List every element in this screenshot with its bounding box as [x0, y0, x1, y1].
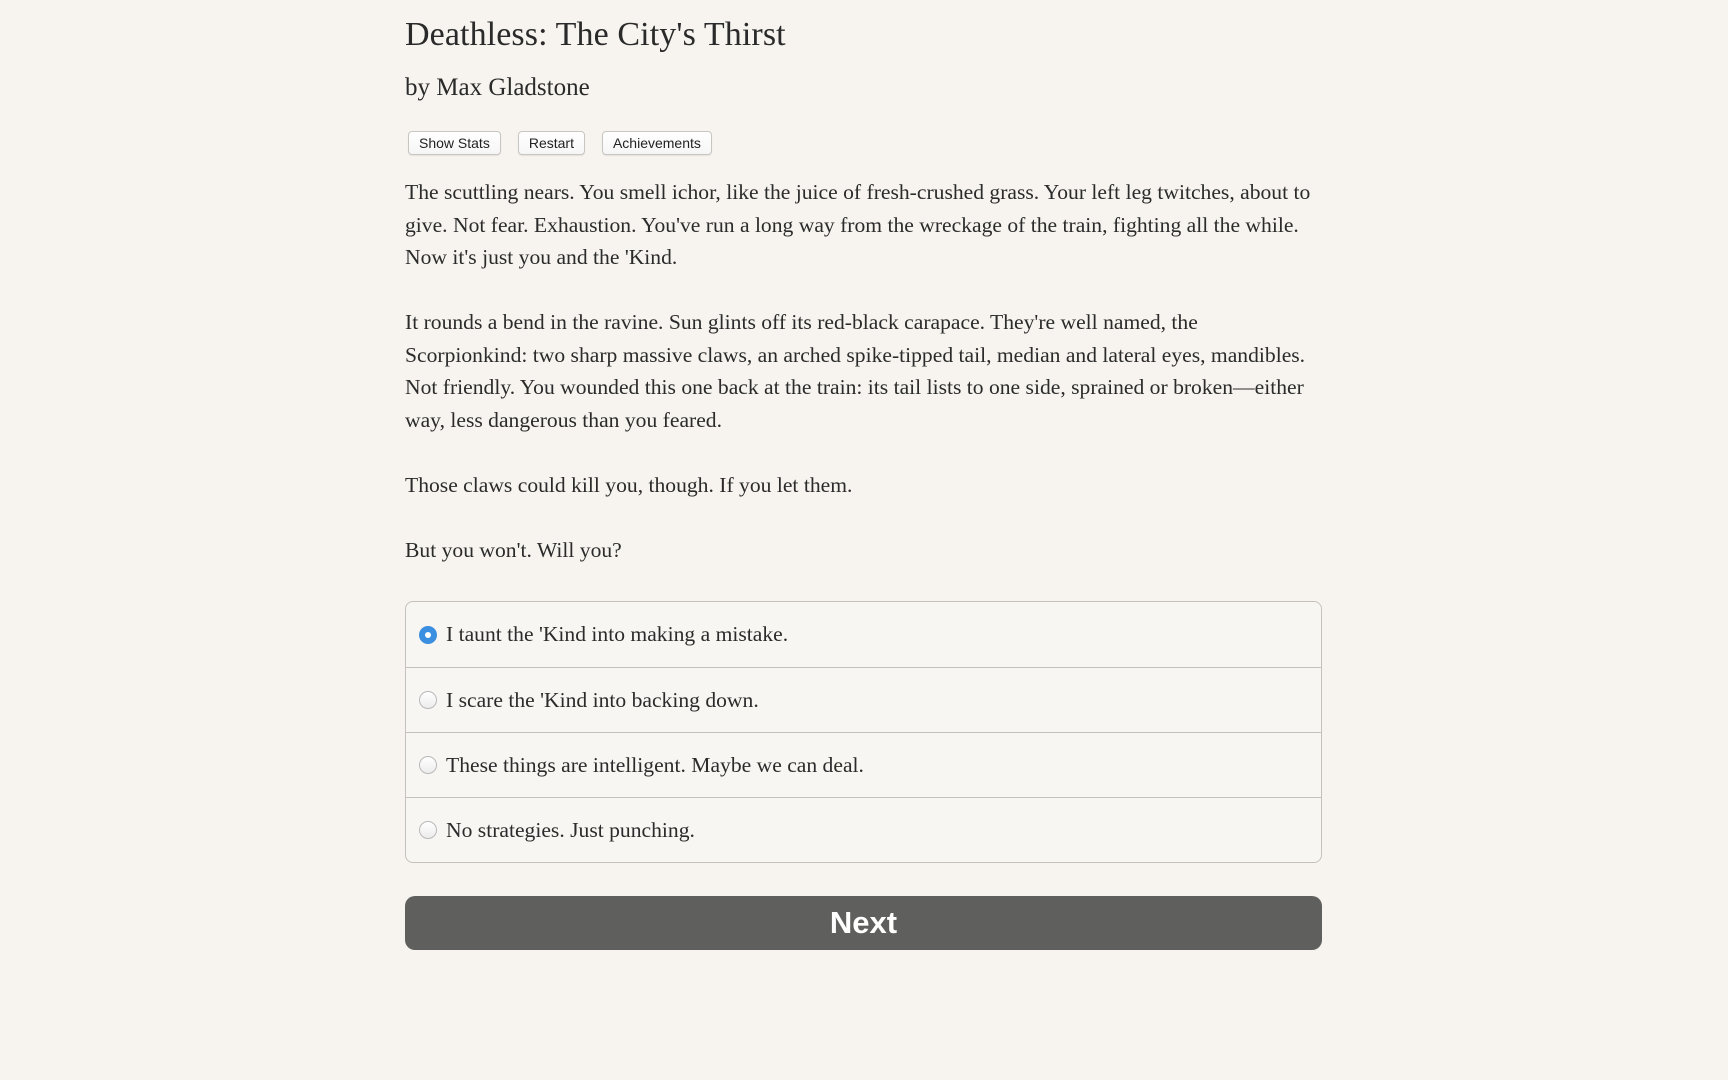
story-paragraph: It rounds a bend in the ravine. Sun glints off its red-black carapace. They're well named, the Scorpionkind: two sharp massive claws, an arched spike-tipped tail, median and lateral eyes, mandibles. Not friendly. You wounded this one back at the train: its tail lists to one side, sprained or broken—either way, less dangerous than you feared.: [405, 310, 1306, 432]
achievements-button[interactable]: Achievements: [602, 131, 712, 155]
story-paragraph: Those claws could kill you, though. If you let them.: [405, 472, 853, 497]
choice-label: These things are intelligent. Maybe we can deal.: [446, 752, 864, 777]
choice-option-deal[interactable]: [406, 732, 1321, 797]
story-paragraph: But you won't. Will you?: [405, 537, 622, 562]
game-title: Deathless: The City's Thirst: [405, 16, 786, 53]
radio-selected-icon[interactable]: [419, 626, 437, 644]
choice-option-scare[interactable]: [406, 667, 1321, 732]
choice-option-taunt[interactable]: [406, 602, 1321, 667]
radio-unselected-icon[interactable]: [419, 691, 437, 709]
choice-label: I scare the 'Kind into backing down.: [446, 687, 759, 712]
restart-button[interactable]: Restart: [518, 131, 585, 155]
toolbar: [408, 131, 712, 155]
choice-label: I taunt the 'Kind into making a mistake.: [446, 622, 789, 646]
radio-unselected-icon[interactable]: [419, 821, 437, 839]
choice-list: [405, 601, 1322, 863]
radio-unselected-icon[interactable]: [419, 756, 437, 774]
story-paragraph: The scuttling nears. You smell ichor, like the juice of fresh-crushed grass. Your left leg twitches, about to give. Not fear. Exhaustion. You've run a long way from the wreckage of the train, fighting all the while. Now it's just you and the 'Kind.: [405, 180, 1311, 269]
choice-label: No strategies. Just punching.: [446, 817, 695, 842]
next-button[interactable]: Next: [405, 896, 1322, 950]
game-author: by Max Gladstone: [405, 74, 590, 101]
story-text: [405, 176, 1322, 599]
show-stats-button[interactable]: Show Stats: [408, 131, 501, 155]
choice-option-punch[interactable]: [406, 797, 1321, 862]
